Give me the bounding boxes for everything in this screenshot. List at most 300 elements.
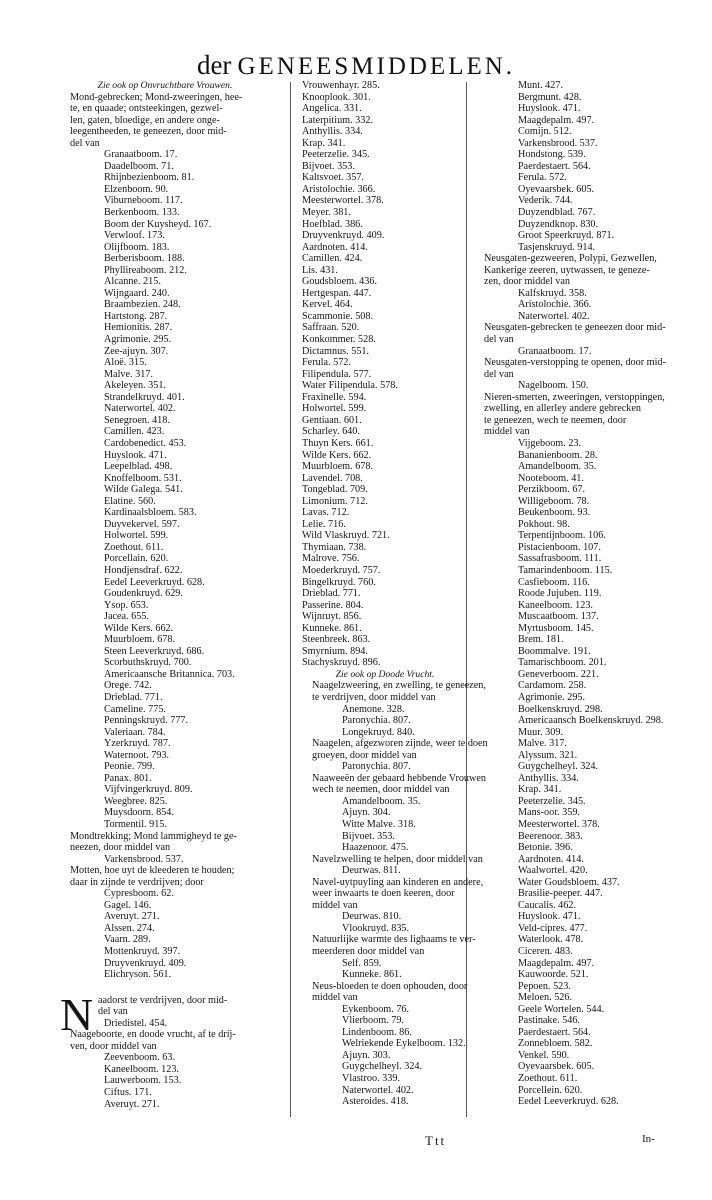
remedy-item: Deurwas. 810. [342,911,402,923]
remedy-item: Veld-cipres. 477. [518,922,588,934]
remedy-item: Anthyllis. 334. [518,772,579,784]
remedy-item: Filipendula. 577. [302,368,372,380]
remedy-item: Goudsbloem. 436. [302,276,377,288]
remedy-item: Hemionitis. 287. [104,322,173,334]
remedy-item: Thymiaan. 738. [302,541,367,553]
remedy-item: Viburneboom. 117. [104,195,183,207]
remedy-item: Granaatboom. 17. [104,149,178,161]
remedy-item: Zonnebloem. 582. [518,1038,593,1050]
entry-heading-line: Navelzwelling te helpen, door middel van [312,853,483,865]
remedy-item: Vrouwenhayr. 285. [302,80,380,91]
entry-heading-line-group [474,322,674,345]
remedy-item: Waterlook. 478. [518,934,584,946]
remedy-item: Gagel. 146. [104,899,152,911]
entry-heading-line: middel van [312,899,358,911]
remedy-item: Witte Malve. 318. [342,819,416,830]
remedy-item: Myrtusboom. 145. [518,622,594,634]
page-title [0,50,712,81]
remedy-item: Pastinake. 546. [518,1015,580,1027]
remedy-item: Munt. 427. [518,80,563,91]
entry-heading-line-group [302,853,483,866]
remedy-item: Amandelboom. 35. [342,795,421,807]
remedy-item: Hondstong. 539. [518,149,586,161]
remedy-item: Duyzendknop. 830. [518,218,599,230]
remedy-item: Drieblad. 771. [302,588,361,600]
remedy-item-group [474,346,674,358]
remedy-item: Huyslook. 471. [104,449,167,461]
remedy-item: Vlastroo. 339. [342,1073,401,1085]
remedy-item: Lauwerboom. 153. [104,1075,182,1087]
remedy-item: Wijngaard. 240. [104,287,170,299]
remedy-item: Americaansch Boelkenskruyd. 298. [518,715,664,727]
remedy-item: Tongeblad. 709. [302,484,368,496]
remedy-item: Ysop. 653. [104,599,149,611]
remedy-item: Bananienboom. 28. [518,449,598,461]
remedy-item: Stachyskruyd. 896. [302,657,381,669]
remedy-item: Anemone. 328. [342,703,405,715]
entry-heading-line-group [302,680,486,703]
remedy-item-group [302,796,468,854]
remedy-item: Geele Wortelen. 544. [518,1003,605,1015]
entry-heading-line: meerderen door middel van [312,946,425,958]
remedy-item: Eykenboom. 76. [342,1003,410,1015]
remedy-item: Perzikboom. 67. [518,484,586,496]
remedy-item: Akeleyen. 351. [104,380,166,392]
remedy-item: Nooteboom. 41. [518,472,584,484]
entry-heading-line: Nieren-smerten, zweeringen, verstoppingen, [484,391,665,403]
remedy-item: Hoefblad. 386. [302,218,363,230]
entry-heading-line-group [302,876,484,912]
entry-heading-line: Kankerige zeeren, uytwassen, te geneze- [484,264,650,276]
remedy-item: Yzerkruyd. 787. [104,738,171,750]
remedy-item: Penningskruyd. 777. [104,715,189,727]
remedy-item: Muurbloem. 678. [104,634,176,646]
entry-heading-line-group [302,934,476,958]
remedy-item: Laterpitium. 332. [302,114,374,126]
remedy-item: Beukenboom. 93. [518,507,591,519]
remedy-item: Lavendel. 708. [302,472,363,484]
remedy-item: Limonium. 712. [302,495,368,507]
remedy-item: Boom der Kuysheyd. 167. [104,218,212,230]
remedy-item: Hertgespan. 447. [302,287,372,299]
entry-heading-line: zen, door middel van [484,276,571,288]
entry-heading-line: te geneezen, wech te neemen, door [484,414,627,426]
remedy-item: Brasilie-peeper. 447. [518,888,603,900]
remedy-item: Haazenoor. 475. [342,842,409,854]
remedy-item: Eedel Leeverkruyd. 628. [104,576,205,588]
remedy-item: Panax. 801. [104,772,152,784]
entry-heading-line: Naageboorte, en doode vrucht, af te drij- [70,1029,236,1041]
remedy-item: Naterwortel. 402. [518,310,590,322]
remedy-item: Wilde Kers. 662. [104,622,174,634]
remedy-item: Aardnoten. 414. [302,241,368,253]
entry-heading-line: te, en quaade; ontsteekingen, gezwel- [70,103,223,115]
remedy-item: Vaarn. 289. [104,934,151,946]
remedy-item: Rhijnbezienboom. 81. [104,172,195,184]
remedy-item: Aardnoten. 414. [518,853,584,865]
remedy-item: Dictamnus. 551. [302,345,370,357]
remedy-item: Scharley. 640. [302,426,360,438]
entry-heading-line: aadorst te verdrijven, door mid- [98,994,228,1006]
remedy-item: Averuyt. 271. [104,911,160,923]
see-also-note: Zie ook op Onvruchtbare Vrouwen. [97,80,233,91]
remedy-item: Maagdepalm. 497. [518,114,595,126]
remedy-item: Kalfskruyd. 358. [518,287,587,299]
entry-heading-line: del van [70,137,100,149]
remedy-item: Vlookruyd. 835. [342,922,410,934]
remedy-item-group [302,80,468,669]
remedy-item: Angelica. 331. [302,103,362,115]
remedy-item: Ciceren. 483. [518,946,573,958]
remedy-item: Kervel. 464. [302,299,353,311]
entry-heading-line-group [474,392,674,438]
entry-heading-line: wech te neemen, door middel van [312,784,450,796]
entry-heading-line-group [60,92,270,150]
remedy-item: Eedel Leeverkruyd. 628. [518,1096,619,1108]
remedy-item: Driedistel. 454. [104,1017,168,1029]
remedy-item: Duyvekervel. 597. [104,518,180,530]
remedy-item: Scammonie. 508. [302,310,374,322]
dropcap-letter: N [60,988,94,1040]
remedy-item: Muurbloem. 678. [302,461,374,473]
column-middle [302,80,488,1108]
remedy-item: Deurwas. 811. [342,865,401,877]
entry-heading-line: middel van [312,992,358,1004]
remedy-item: Thuyn Kers. 661. [302,437,374,449]
remedy-item: Holwortel. 599. [104,530,169,542]
remedy-item: Bijvoet. 353. [342,830,395,842]
remedy-item: Olijfboom. 183. [104,241,170,253]
remedy-item: Weegbree. 825. [104,795,168,807]
remedy-item: Averuyt. 271. [104,1098,160,1110]
remedy-item: Kauwoorde. 521. [518,969,589,981]
remedy-item: Muysdoorn. 854. [104,807,174,819]
remedy-item: Bergmunt. 428. [518,91,582,103]
entry-heading-line: Motten, hoe uyt de kleederen te houden; [70,865,235,877]
remedy-item: Kaneelboom. 123. [518,599,593,611]
remedy-item: Braambezien. 248. [104,299,181,311]
remedy-item: Meyer. 381. [302,207,351,219]
entry-heading-line: daar in zijnde te verdrijven; door [70,876,204,888]
remedy-item: Konkommer. 528. [302,334,376,346]
page-title-main: GENEESMIDDELEN. [237,53,516,80]
remedy-item: Americaansche Britannica. 703. [104,668,235,680]
remedy-item: Self. 859. [342,957,382,969]
entry-heading-line: Neusgaten-gezweeren, Polypi, Gezwellen, [484,253,657,265]
entry-heading-line: Naagelzweering, en zwelling, te geneezen, [312,680,486,692]
remedy-item: Huyslook. 471. [518,103,581,115]
remedy-item: Water Filipendula. 578. [302,380,398,392]
remedy-item: Caucalis. 462. [518,899,577,911]
remedy-item: Waternoot. 793. [104,749,170,761]
remedy-item: Lis. 431. [302,264,338,276]
remedy-item: Tamarischboom. 201. [518,657,607,669]
remedy-item: Huyslook. 471. [518,911,581,923]
remedy-item: Water Goudsbloem. 437. [518,876,620,888]
remedy-item: Knoffelboom. 531. [104,472,182,484]
remedy-item: Kaltsvoet. 357. [302,172,364,184]
remedy-item: Berberisboom. 188. [104,253,185,265]
remedy-item: Wijnruyt. 856. [302,611,362,623]
remedy-item: Roode Jujuben. 119. [518,588,602,600]
remedy-item: Guygchelheyl. 324. [518,761,599,773]
remedy-item: Pistacienboom. 107. [518,541,601,553]
remedy-item: Vijfvingerkruyd. 809. [104,784,193,796]
remedy-item-group [60,149,270,830]
entry-heading-line: Mond-gebrecken; Mond-zweeringen, hee- [70,91,243,103]
remedy-item: Druyvenkruyd. 409. [104,957,187,969]
remedy-item: Tormentil. 915. [104,819,167,830]
entry-heading-line-group [302,772,486,796]
remedy-item: Steenbreek. 863. [302,634,371,646]
remedy-item-group [474,80,674,253]
remedy-item: Oyevaarsbek. 605. [518,183,595,195]
remedy-item: Agrimonie. 295. [104,334,172,346]
catchword: In- [642,1133,655,1145]
entry-heading-line: Naaweeën der gebaard hebbende Vrouwen [312,772,486,784]
remedy-item: Paronychia. 807. [342,761,411,773]
entry-heading-line: Mondtrekking; Mond lammigheyd te ge- [70,830,237,842]
remedy-item: Senegroen. 418. [104,414,170,426]
remedy-item: Zee-ajuyn. 307. [104,345,169,357]
entry-heading-line: del van [484,334,514,346]
remedy-item: Comijn. 512. [518,126,572,138]
remedy-item: Lindenboom. 86. [342,1026,412,1038]
entry-heading-line: Natuurlijke warmte des lighaams te ver- [312,934,476,946]
entry-heading-line: Naagelen, afgezworen zijnde, weer te doen [312,738,488,750]
entry-heading-line: leegentheeden, te geneezen, door mid- [70,126,227,138]
remedy-item: Krap. 341. [302,137,346,149]
remedy-item: Zoethout. 611. [104,541,164,553]
page-title-lead: der [196,50,232,80]
remedy-item: Zeevenboom. 63. [104,1052,176,1064]
remedy-item: Paerdestaert. 564. [518,160,591,172]
remedy-item: Cameline. 775. [104,703,166,715]
remedy-item: Peeterzelie. 345. [518,795,586,807]
entry-heading-line: zwelling, en allerley andere gebrecken [484,403,641,415]
remedy-item: Phyllireaboom. 212. [104,264,187,276]
entry-heading-line: groeyen, door middel van [312,749,417,761]
entry-heading-line-group [60,865,270,888]
remedy-item: Steen Leeverkruyd. 686. [104,645,205,657]
remedy-item: Strandelkruyd. 401. [104,391,185,403]
remedy-item: Bingelkruyd. 760. [302,576,376,588]
remedy-item: Kaneelboom. 123. [104,1063,179,1075]
remedy-item: Venkel. 590. [518,1049,570,1061]
remedy-item: Tamarindenboom. 115. [518,564,613,576]
remedy-item: Paronychia. 807. [342,715,411,727]
remedy-item: Willigeboom. 78. [518,495,590,507]
remedy-item: Bijvoet. 353. [302,160,355,172]
remedy-item: Wilde Galega. 541. [104,484,183,496]
remedy-item: Zoethout. 611. [518,1073,578,1085]
remedy-item: Scorbuthskruyd. 700. [104,657,192,669]
remedy-item: Terpentijnboom. 106. [518,530,606,542]
remedy-item: Alssen. 274. [104,922,155,934]
remedy-item: Muur. 309. [518,726,563,738]
remedy-item-group [302,865,468,877]
remedy-item: Ajuyn. 303. [342,1049,391,1061]
remedy-item: Leepelblad. 498. [104,461,173,473]
entry-heading-line: Neusgaten-verstopping te openen, door mid- [484,357,666,369]
remedy-item: Ciftus. 171. [104,1087,152,1099]
entry-heading-line-group [302,738,488,761]
remedy-item: Muscaatboom. 137. [518,611,599,623]
remedy-item: Meesterwortel. 378. [518,819,600,830]
remedy-item: Porcellain. 620. [104,553,169,565]
remedy-item: Alcanne. 215. [104,276,161,288]
remedy-item: Knooplook. 301. [302,91,371,103]
remedy-item: Wilde Kers. 662. [302,449,372,461]
remedy-item: Kunneke. 861. [302,622,362,634]
remedy-item-group [60,1052,270,1110]
remedy-item: Cardobenedict. 453. [104,437,187,449]
entry-heading-line: del van [98,1006,128,1018]
remedy-item: Cypresboom. 62. [104,888,174,900]
remedy-item: Aristolochie. 366. [518,299,592,311]
entry-heading-line-group [60,831,270,854]
remedy-item: Boommalve. 191. [518,645,591,657]
remedy-item: Waalwortel. 420. [518,865,588,877]
entry-heading-line: ven, door middel van [70,1040,157,1052]
remedy-item: Sassafrasboom. 111. [518,553,602,565]
remedy-item: Ferula. 572. [302,357,351,369]
remedy-item: Anthyllis. 334. [302,126,363,138]
remedy-item: Casfieboom. 116. [518,576,590,588]
remedy-item: Aloë. 315. [104,357,147,369]
remedy-item: Mottenkruyd. 397. [104,946,181,958]
remedy-item: Camillen. 424. [302,253,363,265]
remedy-item: Porcellein. 620. [518,1084,583,1096]
remedy-item: Krap. 341. [518,784,562,796]
remedy-item: Brem. 181. [518,634,564,646]
remedy-item: Druyvenkruyd. 409. [302,230,385,242]
remedy-item: Saffraan. 520. [302,322,360,334]
entry-heading-line-group [474,253,674,288]
remedy-item: Lavas. 712. [302,507,350,519]
remedy-item-group [474,438,674,1108]
entry-heading-line: weer inwaarts te doen keeren, door [312,888,455,900]
remedy-item: Groot Speerkruyd. 871. [518,230,615,242]
remedy-item: Elatine. 560. [104,495,156,507]
remedy-item: Oyevaarsbek. 605. [518,1061,595,1073]
remedy-item: Geneverboom. 221. [518,668,599,680]
remedy-item: Pepoen. 523. [518,980,571,992]
remedy-item: Daadelboom. 71. [104,160,174,172]
column-divider [290,82,291,1117]
remedy-item: Peeterzelie. 345. [302,149,370,161]
column-right [474,80,674,1108]
remedy-item: Boelkenskruyd. 298. [518,703,603,715]
remedy-item: Lelie. 716. [302,518,346,530]
remedy-item: Elzenboom. 90. [104,183,169,195]
remedy-item: Duyzendblad. 767. [518,207,596,219]
remedy-item: Ferula. 572. [518,172,567,184]
remedy-item: Kunneke. 861. [342,969,402,981]
remedy-item: Naterwortel. 402. [104,403,176,415]
remedy-item: Maagdepalm. 497. [518,957,595,969]
remedy-item-group [474,380,674,392]
remedy-item: Amandelboom. 35. [518,461,597,473]
entry-heading-line: Neus-bloeden te doen ophouden, door [312,980,468,992]
remedy-item: Kardinaalsbloem. 583. [104,507,197,519]
remedy-item: Mans-oor. 359. [518,807,580,819]
remedy-item-group [474,288,674,323]
remedy-item: Tasjenskruyd. 914. [518,241,596,253]
remedy-item: Cardamom. 258. [518,680,587,692]
remedy-item-group [302,911,468,934]
entry-heading-line: len, gaten, bloedige, en andere onge- [70,114,220,126]
remedy-item: Welriekende Eykelboom. 132. [342,1038,466,1050]
entry-heading-line: Navel-uytpuyling aan kinderen en andere, [312,876,484,888]
remedy-item: Paerdestaert. 564. [518,1026,591,1038]
remedy-item: Jacea. 655. [104,611,149,623]
remedy-item: Holwortel. 599. [302,403,367,415]
entry-heading-line: Neusgaten-gebrecken te geneezen door mid- [484,322,666,334]
remedy-item: Pokhout. 98. [518,518,570,530]
remedy-item: Goudenkruyd. 629. [104,588,183,600]
remedy-item: Agrimonie. 295. [518,691,586,703]
remedy-item: Guygchelheyl. 324. [342,1061,423,1073]
remedy-item: Naterwortel. 402. [342,1084,414,1096]
remedy-item: Ajuyn. 304. [342,807,391,819]
remedy-item: Drieblad. 771. [104,691,163,703]
remedy-item: Alyssum. 321. [518,749,578,761]
entry-heading-line: te verdrijven, door middel van [312,691,436,703]
remedy-item: Vlierboom. 79. [342,1015,404,1027]
remedy-item: Longekruyd. 840. [342,726,415,738]
signature-mark: Ttt [425,1133,447,1148]
remedy-item: Gentiaan. 601. [302,414,362,426]
remedy-item: Vederik. 744. [518,195,573,207]
remedy-item-group [302,761,468,773]
remedy-item: Verwloof. 173. [104,230,165,242]
see-also-note: Zie ook op Doode Vrucht. [335,668,435,680]
remedy-item: Hondjensdraf. 622. [104,564,183,576]
remedy-item: Orege. 742. [104,680,152,692]
remedy-item-group [302,704,468,739]
remedy-item: Hartstong. 287. [104,310,168,322]
entry-heading-line: middel van [484,426,530,438]
remedy-item: Meesterwortel. 378. [302,195,384,207]
remedy-item: Elichryson. 561. [104,969,172,981]
remedy-item: Fraxinelle. 594. [302,391,367,403]
remedy-item: Peonie. 799. [104,761,155,773]
entry-heading-line-group [302,981,468,1004]
remedy-item: Malve. 317. [104,368,153,380]
remedy-item: Varkensbrood. 537. [104,853,184,865]
column-left [60,80,270,1110]
remedy-item: Smyrnium. 894. [302,645,368,657]
remedy-item: Granaatboom. 17. [518,345,592,357]
remedy-item: Vijgeboom. 23. [518,437,582,449]
remedy-item: Malve. 317. [518,738,567,750]
remedy-item: Nagelboom. 150. [518,380,589,392]
remedy-item-group [302,1004,468,1108]
entry-heading-line: del van [484,368,514,380]
remedy-item: Varkensbrood. 537. [518,137,598,149]
remedy-item: Aristolochie. 366. [302,183,376,195]
remedy-item-group [60,888,270,980]
remedy-item: Meloen. 526. [518,992,573,1004]
entry-heading-line: neezen, door middel van [70,842,171,854]
entry-heading-line-group [474,357,674,380]
remedy-item: Malrove. 756. [302,553,360,565]
remedy-item: Berkenboom. 133. [104,207,180,219]
remedy-item: Passerine. 804. [302,599,364,611]
remedy-item: Wild Vlaskruyd. 721. [302,530,390,542]
remedy-item: Betonie. 396. [518,842,573,854]
